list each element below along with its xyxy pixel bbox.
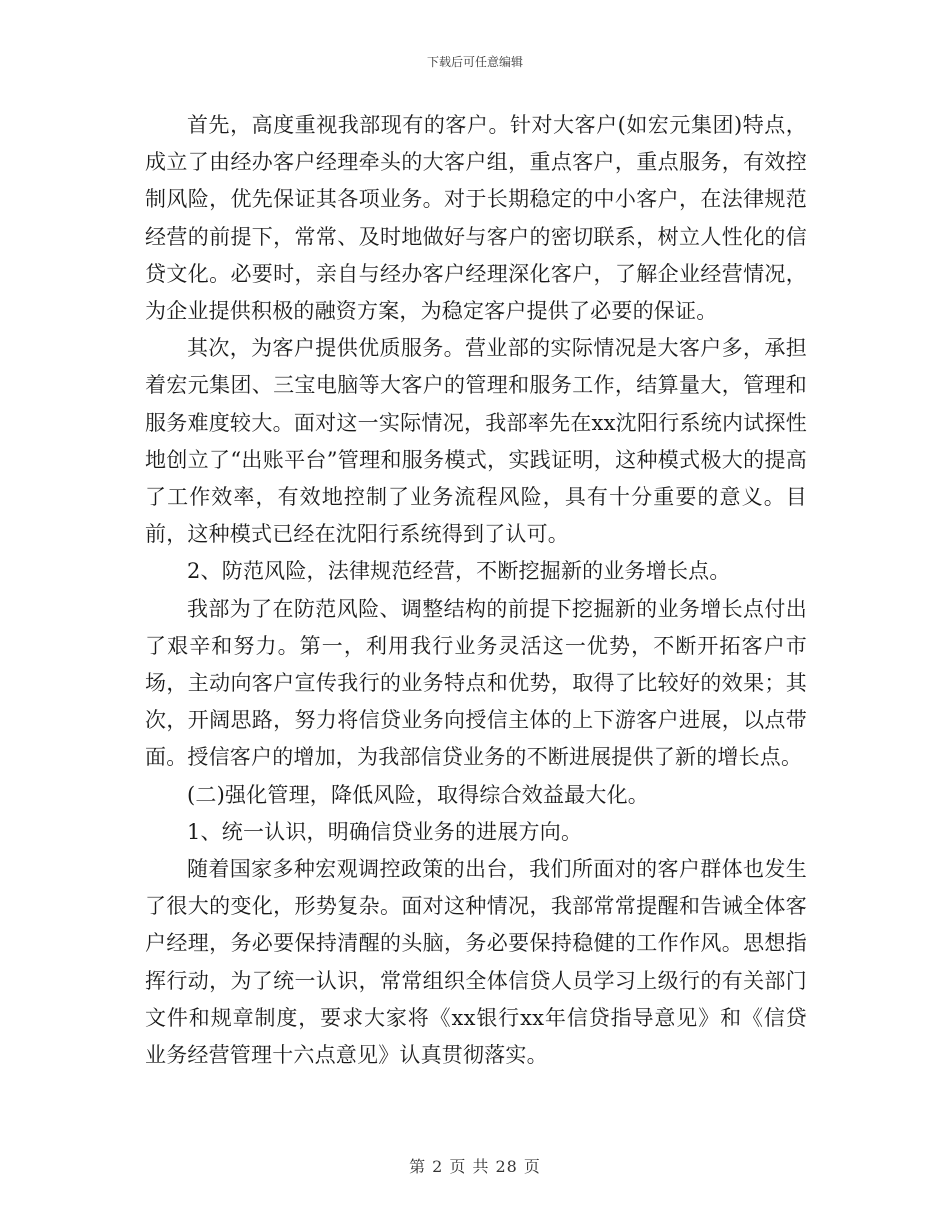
paragraph-1: 首先，高度重视我部现有的客户。针对大客户(如宏元集团)特点，成立了由经办客户经理牵头的大客户组，重点客户，重点服务，有效控制风险，优先保证其各项业务。对于长期稳定的中小客户，在法律规范经营的前提下，常常、及时地做好与客户的密切联系，树立人性化的信贷文化。必要时，亲自与经办客户经理深化客户，了解企业经营情况，为企业提供积极的融资方案，为稳定客户提供了必要的保证。: [145, 113, 807, 324]
page-number-footer: [0, 1154, 950, 1177]
document-body: [145, 107, 807, 1074]
page-suffix: 页: [523, 1157, 541, 1176]
paragraph-6: 1、统一认识，明确信贷业务的进展方向。: [187, 819, 583, 844]
page-prefix: 第: [409, 1157, 427, 1176]
page-current: 2: [432, 1157, 444, 1176]
paragraph-4: 我部为了在防范风险、调整结构的前提下挖掘新的业务增长点付出了艰辛和努力。第一，利用我行业务灵活这一优势，不断开拓客户市场，主动向客户宣传我行的业务特点和优势，取得了比较好的效果；其次，开阔思路，努力将信贷业务向授信主体的上下游客户进展，以点带面。授信客户的增加，为我部信贷业务的不断进展提供了新的增长点。: [145, 596, 807, 770]
page-total: 28: [495, 1157, 518, 1176]
page-header-note: 下载后可任意编辑: [426, 55, 523, 69]
paragraph-3: 2、防范风险，法律规范经营，不断挖掘新的业务增长点。: [187, 559, 731, 584]
paragraph-5: (二)强化管理，降低风险，取得综合效益最大化。: [187, 782, 649, 807]
page-mid: 页 共: [449, 1157, 490, 1176]
paragraph-7: 随着国家多种宏观调控政策的出台，我们所面对的客户群体也发生了很大的变化，形势复杂。面对这种情况，我部常常提醒和告诫全体客户经理，务必要保持清醒的头脑，务必要保持稳健的工作作风。思想指挥行动，为了统一认识，常常组织全体信贷人员学习上级行的有关部门文件和规章制度，要求大家将《xx银行xx年信贷指导意见》和《信贷业务经营管理十六点意见》认真贯彻落实。: [145, 857, 807, 1068]
paragraph-2: 其次，为客户提供优质服务。营业部的实际情况是大客户多，承担着宏元集团、三宝电脑等大客户的管理和服务工作，结算量大，管理和服务难度较大。面对这一实际情况，我部率先在xx沈阳行系统内试探性地创立了“出账平台”管理和服务模式，实践证明，这种模式极大的提高了工作效率，有效地控制了业务流程风险，具有十分重要的意义。目前，这种模式已经在沈阳行系统得到了认可。: [145, 336, 807, 547]
